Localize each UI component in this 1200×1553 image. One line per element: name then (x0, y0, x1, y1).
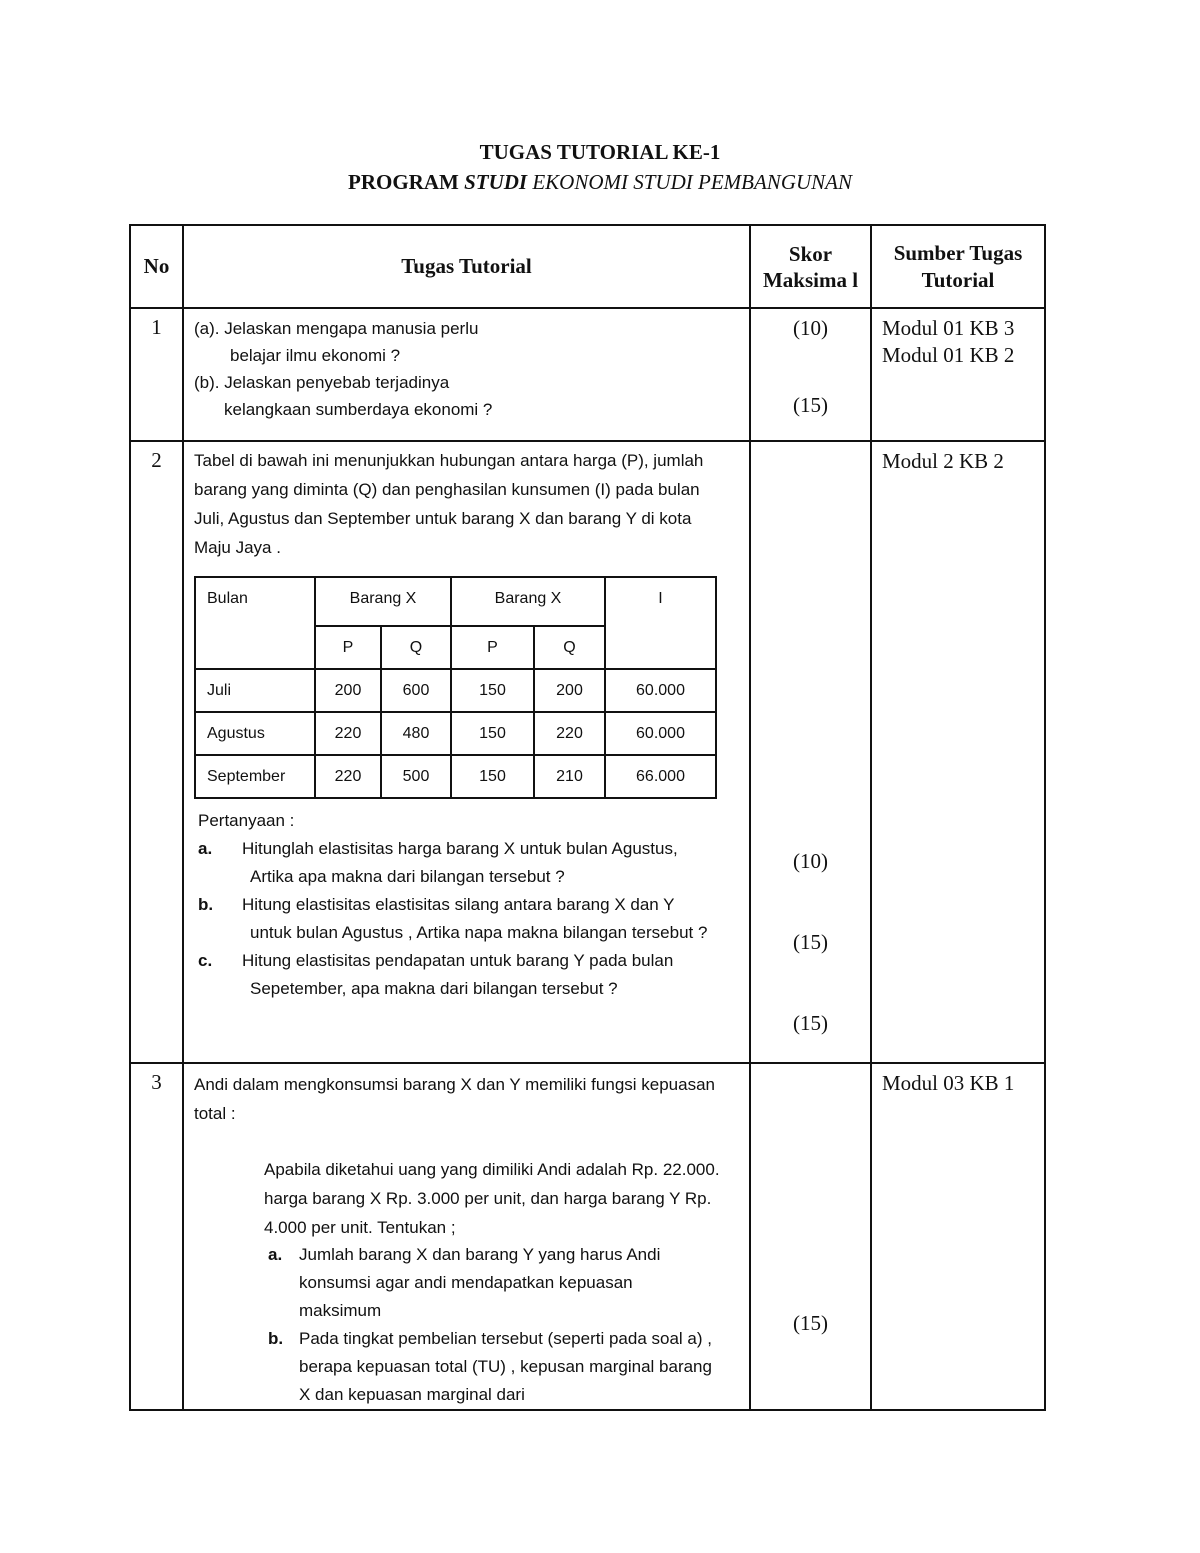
data-header-bulan: Bulan (195, 577, 315, 669)
question-line: untuk bulan Agustus , Artika napa makna bilangan tersebut ? (250, 923, 708, 942)
col-header-tugas: Tugas Tutorial (183, 225, 750, 308)
source-text: Modul 03 KB 1 (882, 1071, 1015, 1095)
source-cell (871, 441, 1045, 1063)
subtitle-studi: STUDI (464, 170, 528, 194)
data-cell: 210 (534, 755, 605, 798)
question-line: Sepetember, apa makna dari bilangan tersebut ? (250, 979, 618, 998)
data-subheader: Q (534, 626, 605, 669)
data-cell: 66.000 (605, 755, 716, 798)
score-value: (15) (793, 393, 828, 417)
task-cell (183, 308, 750, 441)
question-a-label: (a) (194, 319, 215, 338)
data-cell: 220 (315, 755, 381, 798)
data-subheader: P (451, 626, 534, 669)
data-cell: Juli (195, 669, 315, 712)
task-intro: Andi dalam mengkonsumsi barang X dan Y memiliki fungsi kepuasan total : (194, 1075, 715, 1123)
list-marker: b. (198, 895, 214, 914)
document-title: TUGAS TUTORIAL KE-1 (479, 140, 721, 164)
question-text: Jumlah barang X dan barang Y yang harus Andi konsumsi agar andi mendapatkan kepuasan maksimum (299, 1245, 661, 1320)
data-cell: 200 (315, 669, 381, 712)
data-cell: 220 (315, 712, 381, 755)
question-b-label: (b) (194, 373, 215, 392)
list-item (194, 947, 739, 1003)
col-header-sumber (871, 225, 1045, 308)
data-cell: September (195, 755, 315, 798)
score-cell (750, 308, 871, 441)
subtitle-rest: EKONOMI STUDI PEMBANGUNAN (527, 170, 852, 194)
data-cell: 150 (451, 669, 534, 712)
table-row (130, 1063, 1045, 1410)
list-item (194, 891, 739, 947)
data-subheader: Q (381, 626, 451, 669)
question-b (194, 369, 739, 396)
tutorial-table (129, 224, 1046, 1411)
data-row (195, 712, 716, 755)
task-intro: Tabel di bawah ini menunjukkan hubungan antara harga (P), jumlah barang yang diminta (Q) dan penghasilan kunsumen (I) pada bulan Juli, Agustus dan September untuk barang X dan barang Y di kota Maju Jaya . (194, 451, 704, 557)
data-subheader: P (315, 626, 381, 669)
source-text: Modul 01 KB 2 (882, 343, 1015, 367)
question-list (194, 1241, 739, 1409)
question-list (194, 835, 739, 1003)
list-marker: a. (268, 1245, 283, 1264)
task-cell (183, 1063, 750, 1410)
source-cell (871, 308, 1045, 441)
list-item (264, 1241, 719, 1325)
question-b-text: . Jelaskan penyebab terjadinya (214, 373, 450, 392)
sumber-header-text: Sumber Tugas Tutorial (893, 240, 1023, 292)
question-a-text: . Jelaskan mengapa manusia perlu (214, 319, 479, 338)
score-value: (10) (793, 316, 828, 340)
data-cell: 150 (451, 712, 534, 755)
list-marker: b. (268, 1329, 284, 1348)
row-number: 1 (130, 308, 183, 441)
header-row (130, 225, 1045, 308)
question-line: Hitung elastisitas elastisitas silang antara barang X dan Y (242, 895, 675, 914)
list-marker: a. (198, 839, 213, 858)
data-header-barang: Barang X (315, 577, 451, 626)
data-cell: 480 (381, 712, 451, 755)
data-row (195, 669, 716, 712)
question-a-cont: belajar ilmu ekonomi ? (230, 346, 401, 365)
list-item (264, 1325, 719, 1409)
data-cell: 600 (381, 669, 451, 712)
score-value: (15) (793, 1311, 828, 1335)
row-number: 2 (130, 441, 183, 1063)
score-cell (750, 441, 871, 1063)
task-info: Apabila diketahui uang yang dimiliki Andi adalah Rp. 22.000. harga barang X Rp. 3.000 per unit, dan harga barang Y Rp. 4.000 per unit. Tentukan ; (264, 1160, 720, 1237)
data-header-i: I (605, 577, 716, 669)
score-cell (750, 1063, 871, 1410)
subtitle-program: PROGRAM (348, 170, 465, 194)
skor-header-text: Skor Maksima l (762, 241, 859, 292)
data-cell: 60.000 (605, 712, 716, 755)
table-row (130, 308, 1045, 441)
document-subtitle (0, 170, 1200, 195)
data-cell: 150 (451, 755, 534, 798)
source-cell (871, 1063, 1045, 1410)
question-line: Artika apa makna dari bilangan tersebut ? (250, 867, 565, 886)
row-number: 3 (130, 1063, 183, 1410)
list-item (194, 835, 739, 891)
question-line: Hitung elastisitas pendapatan untuk barang Y pada bulan (242, 951, 674, 970)
question-line: Hitunglah elastisitas harga barang X untuk bulan Agustus, (242, 839, 678, 858)
data-cell: 220 (534, 712, 605, 755)
source-text: Modul 2 KB 2 (882, 449, 1004, 473)
data-cell: 500 (381, 755, 451, 798)
question-b-cont: kelangkaan sumberdaya ekonomi ? (224, 400, 493, 419)
score-value: (15) (793, 1011, 828, 1035)
col-header-skor (750, 225, 871, 308)
data-cell: 60.000 (605, 669, 716, 712)
task-cell (183, 441, 750, 1063)
table-row (130, 441, 1045, 1063)
data-row (195, 755, 716, 798)
col-header-no: No (130, 225, 183, 308)
question-label: Pertanyaan : (198, 811, 295, 830)
source-text: Modul 01 KB 3 (882, 316, 1015, 340)
data-table (194, 576, 717, 799)
data-header-barang: Barang X (451, 577, 605, 626)
question-a (194, 315, 739, 342)
score-value: (15) (793, 930, 828, 954)
data-cell: 200 (534, 669, 605, 712)
data-cell: Agustus (195, 712, 315, 755)
list-marker: c. (198, 951, 213, 970)
question-text: Pada tingkat pembelian tersebut (seperti pada soal a) , berapa kepuasan total (TU) , kepusan marginal barang X dan kepuasan marginal dari (299, 1329, 712, 1404)
score-value: (10) (793, 849, 828, 873)
